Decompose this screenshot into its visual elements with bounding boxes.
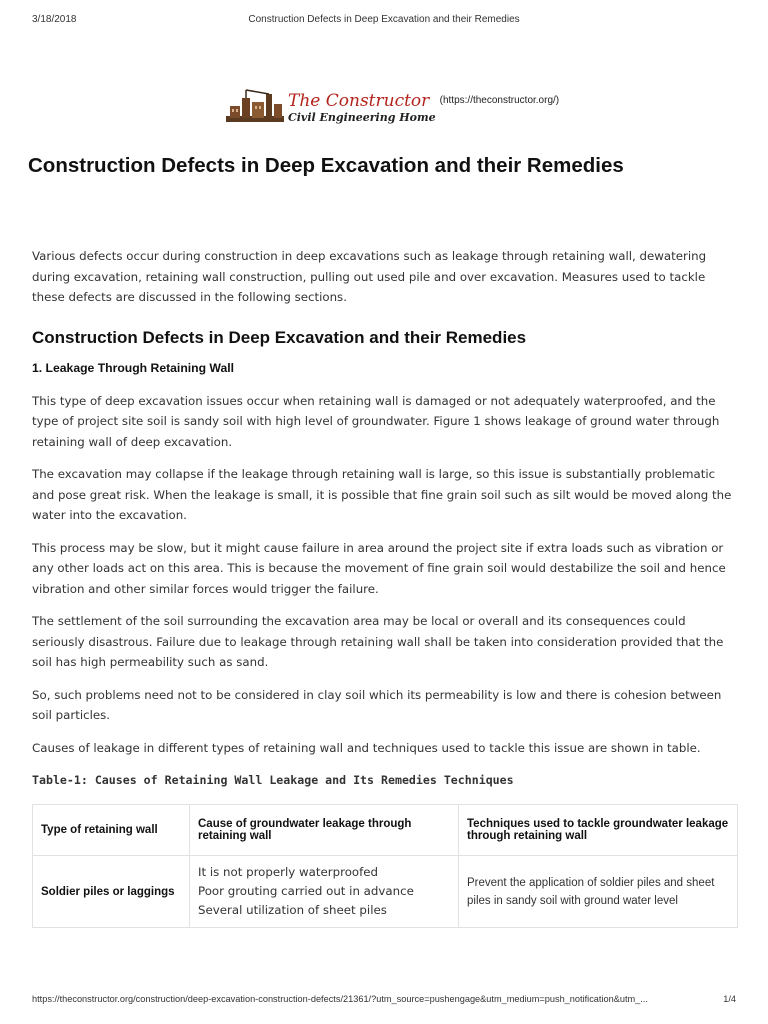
paragraph: The excavation may collapse if the leakage through retaining wall is large, so this issue is substantially problematic and pose great risk. When the leakage is small, it is possible that fine grain soil such as silt would be moved along the water into the excavation. — [32, 467, 732, 522]
print-date: 3/18/2018 — [32, 14, 77, 25]
logo-title: The Constructor — [288, 91, 430, 111]
table-header-row — [33, 805, 738, 856]
article-body — [32, 246, 738, 928]
table-caption: Table-1: Causes of Retaining Wall Leakage and Its Remedies Techniques — [32, 773, 514, 787]
table-header-cell: Type of retaining wall — [33, 805, 190, 856]
print-page-title: Construction Defects in Deep Excavation and their Remedies — [248, 14, 520, 25]
paragraph: The settlement of the soil surrounding the excavation area may be local or overall and its consequences could seriously disastrous. Failure due to leakage through retaining wall shall be taken into consideration provided that the soil has high permeability such as sand. — [32, 614, 724, 669]
logo-subtitle: Civil Engineering Home — [288, 111, 436, 124]
paragraph: This type of deep excavation issues occur when retaining wall is damaged or not adequately waterproofed, and the type of project site soil is sandy soil with high level of groundwater. Figure 1 shows leakage of ground water through retaining wall of deep excavation. — [32, 393, 720, 449]
site-logo[interactable] — [226, 87, 559, 129]
paragraph: This process may be slow, but it might cause failure in area around the project site if extra loads such as vibration or any other loads act on this area. This is because the movement of fine grain soil would destabilize the soil and hence vibration and other similar forces would trigger the failure. — [32, 540, 726, 596]
page-number: 1/4 — [723, 994, 736, 1004]
print-header — [32, 14, 736, 30]
paragraph: So, such problems need not to be considered in clay soil which its permeability is low and there is cohesion between soil particles. — [32, 687, 722, 722]
print-url: https://theconstructor.org/construction/deep-excavation-construction-defects/21361/?utm_source=pushengage&utm_medium=push_notification&utm_... — [32, 994, 648, 1004]
print-footer — [32, 994, 736, 1008]
table-cell-type: Soldier piles or laggings — [33, 856, 190, 928]
cause-item: Poor grouting carried out in advance — [198, 884, 414, 898]
table-header-cell: Cause of groundwater leakage through retaining wall — [190, 805, 459, 856]
leakage-table — [32, 804, 738, 928]
paragraph: Causes of leakage in different types of retaining wall and techniques used to tackle this issue are shown in table. — [32, 740, 701, 755]
section-heading: Construction Defects in Deep Excavation and their Remedies — [32, 327, 527, 347]
cause-item: Several utilization of sheet piles — [198, 903, 387, 917]
cause-item: It is not properly waterproofed — [198, 865, 379, 879]
table-cell-technique: Prevent the application of soldier piles and sheet piles in sandy soil with ground water level — [459, 856, 738, 928]
intro-paragraph: Various defects occur during construction in deep excavations such as leakage through retaining wall, dewatering during excavation, retaining wall construction, pulling out used pile and over excavation. Measures used to tackle these defects are discussed in the following sections. — [32, 249, 707, 304]
table-header-cell: Techniques used to tackle groundwater leakage through retaining wall — [459, 805, 738, 856]
subsection-heading: 1. Leakage Through Retaining Wall — [32, 360, 235, 375]
logo-building-icon — [226, 88, 284, 128]
article-title: Construction Defects in Deep Excavation and their Remedies — [28, 154, 624, 177]
table-row — [33, 856, 738, 928]
table-cell-causes — [190, 856, 459, 928]
logo-url-link[interactable]: (https://theconstructor.org/) — [439, 95, 560, 106]
